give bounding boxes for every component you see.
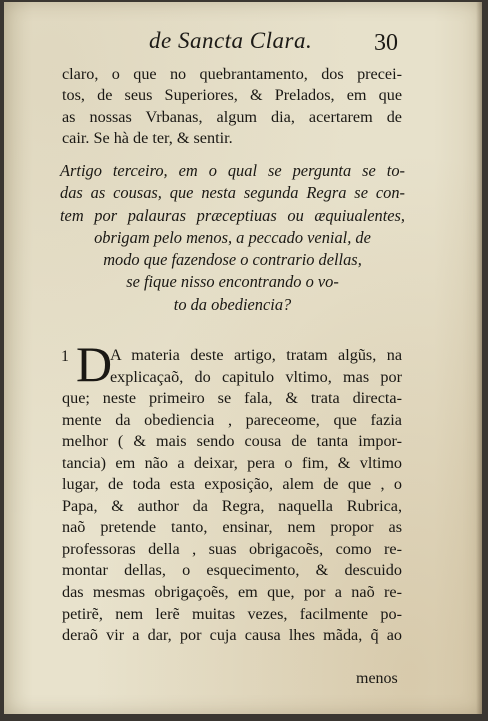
text-line: lugar, de toda esta exposição, alem de que , o <box>62 475 402 494</box>
text-line: naõ pretende tanto, ensinar, nem propor as <box>62 518 402 537</box>
main-paragraph <box>62 345 402 647</box>
page-edge-shadow <box>476 2 482 714</box>
intro-text <box>62 64 402 149</box>
text-line: montar dellas, o esquecimento, & descuido <box>62 561 402 580</box>
text-line: explicaçaõ, do capitulo vltimo, mas por <box>110 367 402 386</box>
text-line: professoras della , suas obrigacoẽs, como re- <box>62 539 402 558</box>
text-line: tancia) em não a deixar, pera o fim, & vltimo <box>62 453 402 472</box>
book-page <box>4 2 482 714</box>
heading-line: Artigo terceiro, em o qual se pergunta se to- <box>60 161 405 180</box>
text-line: A materia deste artigo, tratam algũs, na <box>110 346 402 364</box>
heading-line: modo que fazendose o contrario dellas, <box>103 250 362 270</box>
heading-line: se fique nisso encontrando o vo- <box>126 272 339 292</box>
text-line: cair. Se hà de ter, & sentir. <box>62 128 233 147</box>
running-head: de Sancta Clara. <box>149 28 313 53</box>
article-heading <box>60 160 405 316</box>
text-line: mente da obediencia , pareceome, que fazia <box>62 410 402 429</box>
heading-line: obrigam pelo menos, a peccado venial, de <box>94 227 371 247</box>
text-line: Papa, & author da Regra, naquella Rubrica, <box>62 496 402 515</box>
text-line: melhor ( & mais sendo cousa de tanta impor- <box>62 432 402 451</box>
heading-line: das as cousas, que nesta segunda Regra se con- <box>60 183 405 203</box>
text-line: claro, o que no quebrantamento, dos precei- <box>62 65 402 83</box>
heading-line: tem por palauras præceptiuas ou æquiualentes, <box>60 205 405 225</box>
drop-cap-initial: D <box>76 336 113 392</box>
section-number: 1 <box>61 348 69 365</box>
text-line: que; neste primeiro se fala, & trata directa- <box>62 389 402 408</box>
text-line: deraõ vir a dar, por cuja causa lhes mãda, q̃ ao <box>62 626 402 645</box>
page-number: 30 <box>374 30 398 56</box>
text-line: tos, de seus Superiores, & Prelados, em que <box>62 86 402 105</box>
text-line: petirẽ, nem lerẽ muitas vezes, facilmente po- <box>62 604 402 623</box>
text-line: das mesmas obrigaçoẽs, em que, por a naõ re- <box>62 583 402 602</box>
heading-line: to da obediencia? <box>173 294 292 314</box>
text-line: as nossas Vrbanas, algum dia, acertarem de <box>62 107 402 126</box>
catchword: menos <box>356 670 398 687</box>
